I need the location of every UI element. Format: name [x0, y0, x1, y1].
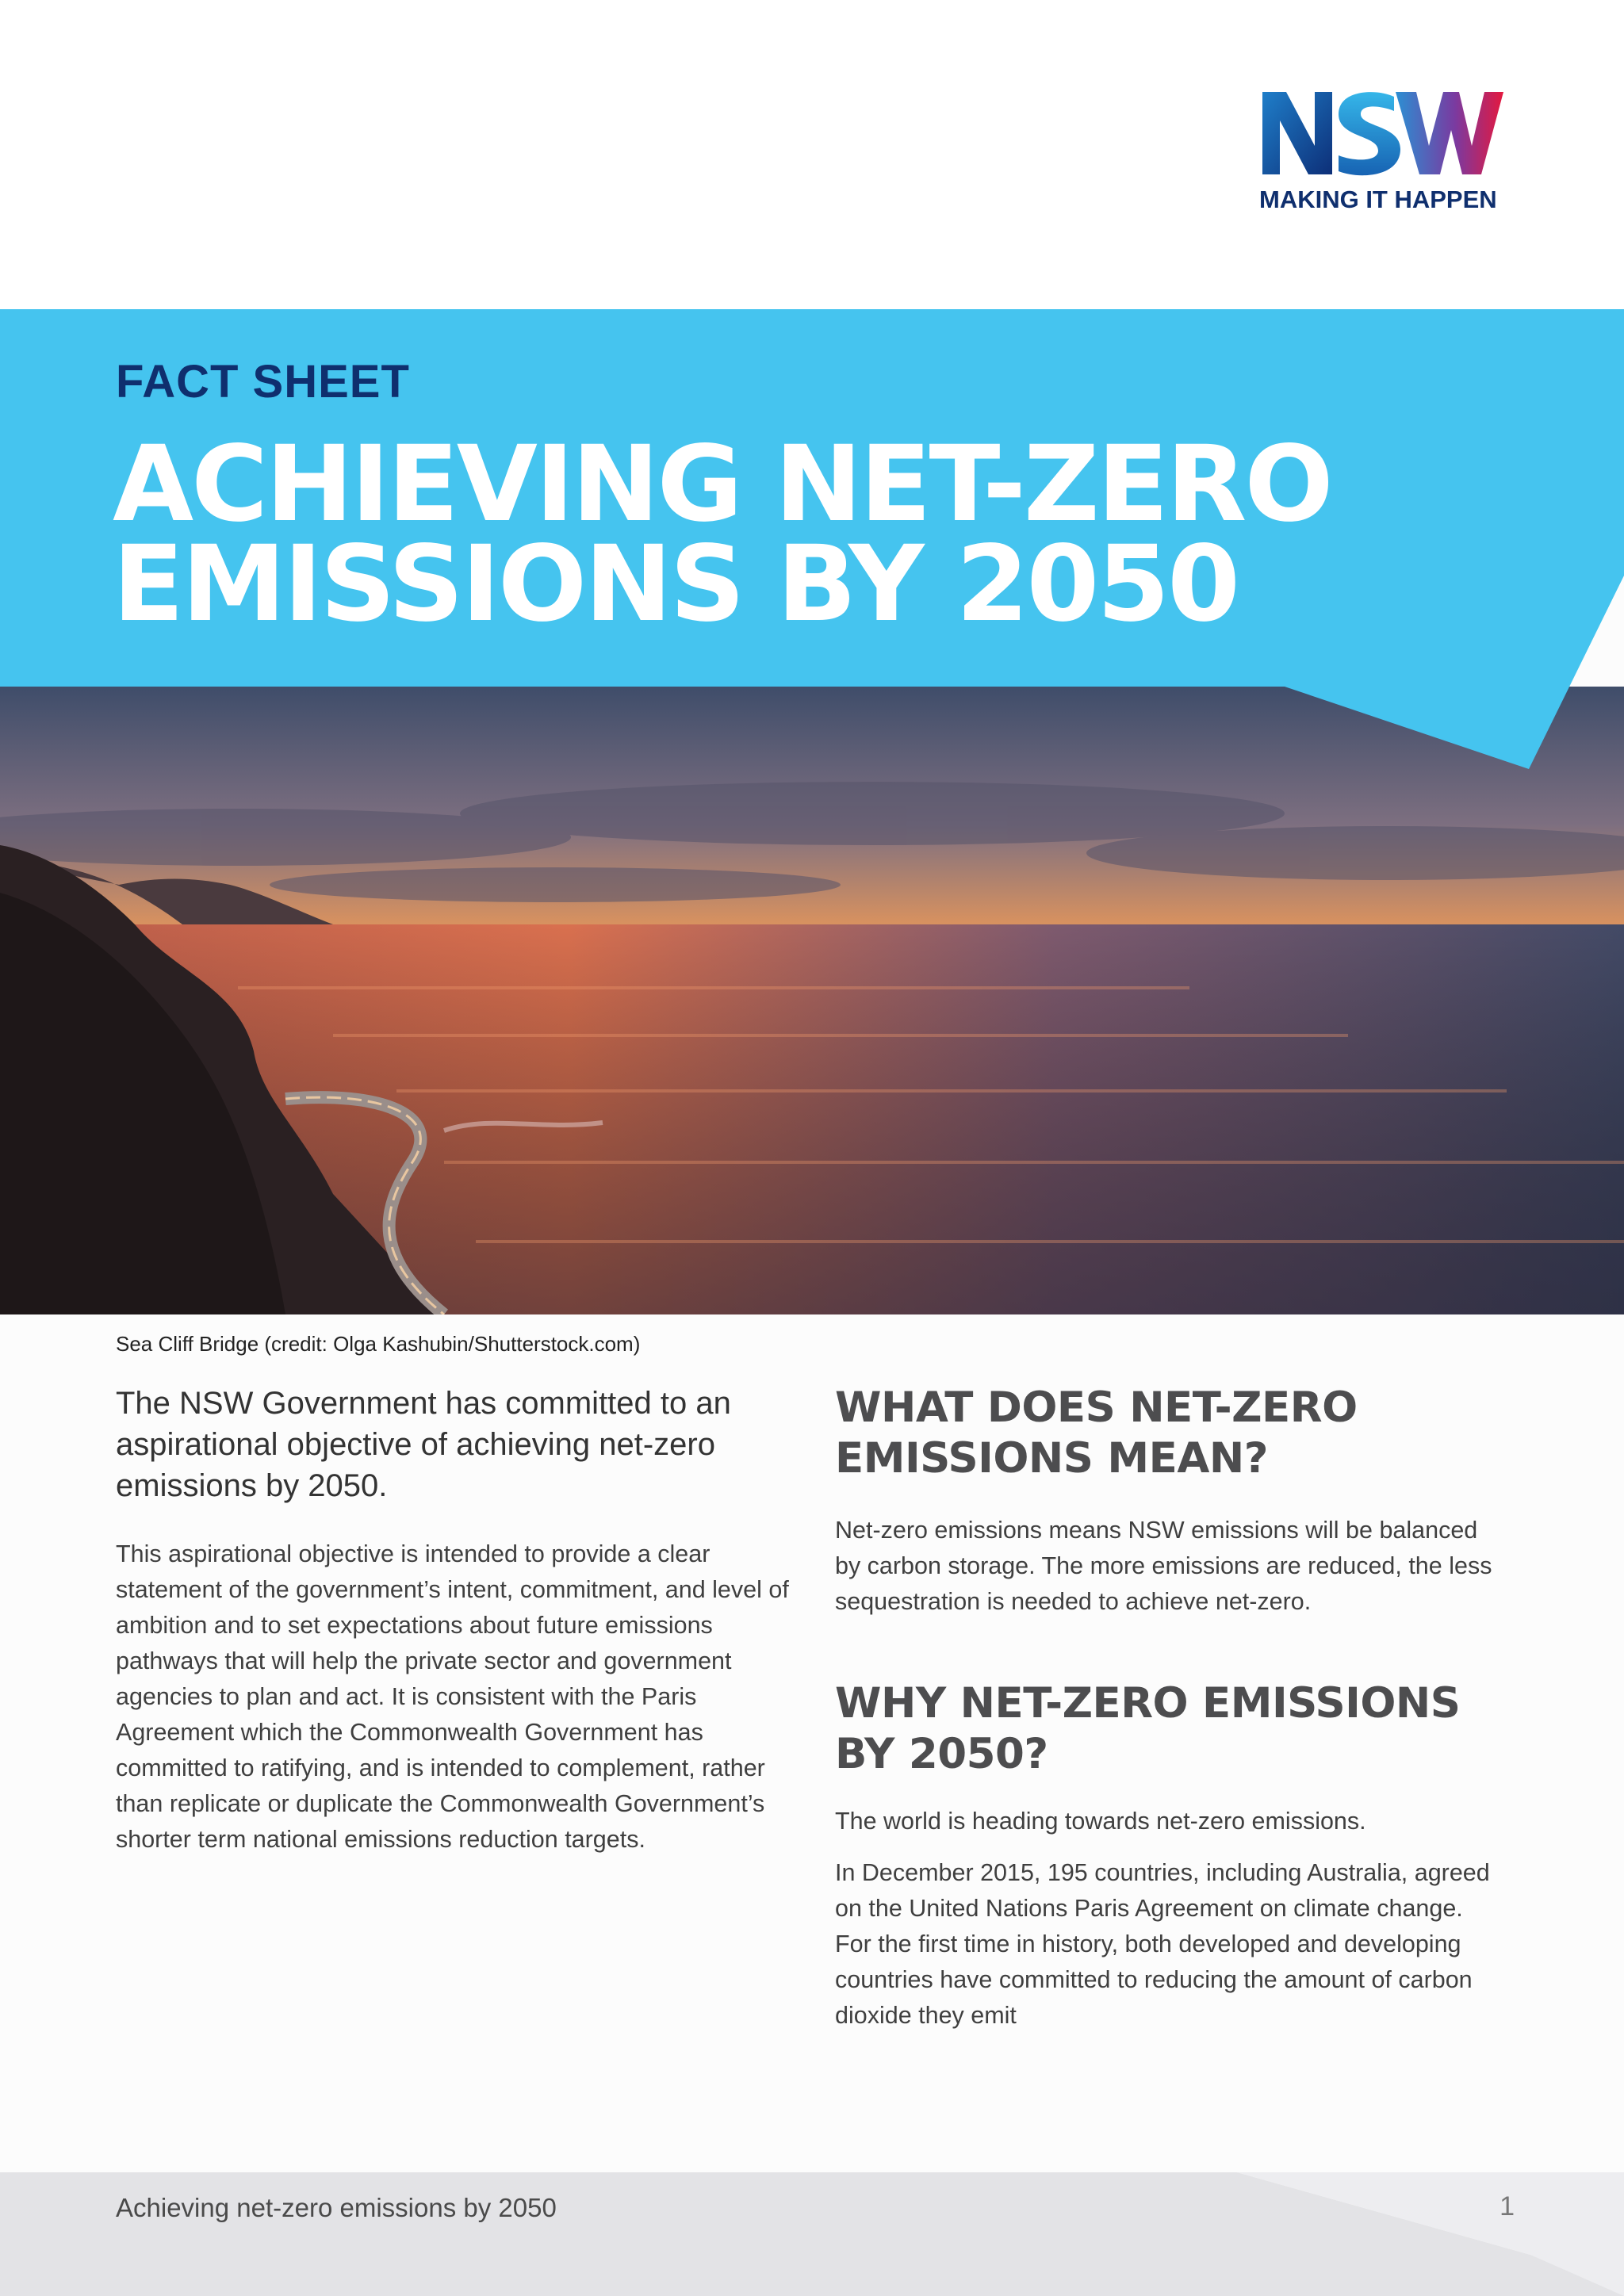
nsw-wordmark-graphic — [1259, 89, 1507, 178]
left-column — [116, 1383, 798, 1873]
page-number: 1 — [1500, 2191, 1515, 2221]
section-heading-why-2050: WHY NET-ZERO EMISSIONS BY 2050? — [835, 1679, 1461, 1778]
logo-tagline: MAKING IT HAPPEN — [1259, 186, 1497, 213]
hero-photo — [0, 687, 1624, 1314]
sea-cliff-bridge-photo — [0, 687, 1624, 1314]
photo-caption: Sea Cliff Bridge (credit: Olga Kashubin/Shutterstock.com) — [116, 1332, 641, 1356]
page-title-line-2: EMISSIONS BY 2050 — [113, 523, 1238, 645]
footer-band-shape — [0, 2172, 1624, 2296]
page-footer — [0, 2172, 1624, 2296]
footer-title: Achieving net-zero emissions by 2050 — [116, 2193, 557, 2222]
fact-sheet-label: FACT SHEET — [116, 356, 410, 408]
why-paragraph-2: In December 2015, 195 countries, including Australia, agreed on the United Nations Paris Agreement on climate change. For the first time in history, both developed and developing countries have committed to reducing the amount of carbon dioxide they emit — [835, 1859, 1490, 2029]
right-column — [835, 1383, 1493, 2049]
page-title-line-1: ACHIEVING NET-ZERO — [113, 423, 1331, 545]
page-title — [113, 423, 1603, 645]
nsw-logo — [1259, 89, 1507, 220]
meaning-paragraph: Net-zero emissions means NSW emissions will be balanced by carbon storage. The more emissions are reduced, the less sequestration is needed to achieve net-zero. — [835, 1517, 1492, 1615]
section-heading-meaning: WHAT DOES NET-ZERO EMISSIONS MEAN? — [835, 1383, 1358, 1483]
why-paragraph-1: The world is heading towards net-zero emissions. — [835, 1808, 1366, 1835]
intro-paragraph: This aspirational objective is intended to provide a clear statement of the government’s intent, commitment, and level of ambition and to set expectations about future emissions pathways that will help the private sector and government agencies to plan and act. It is consistent with the Paris Agreement which the Commonwealth Government has committed to ratifying, and is intended to complement, rather than replicate or duplicate the Commonwealth Government’s shorter term national emissions reduction targets. — [116, 1540, 789, 1853]
lead-paragraph: The NSW Government has committed to an aspirational objective of achieving net-zero emissions by 2050. — [116, 1386, 731, 1503]
